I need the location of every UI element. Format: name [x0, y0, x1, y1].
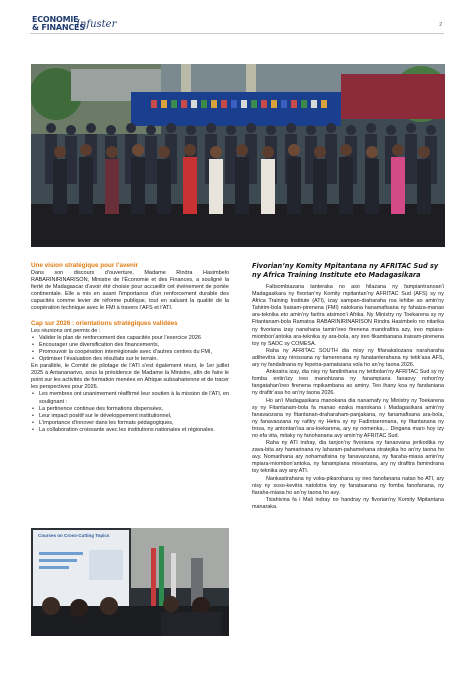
logo-line-2: & FINANCES [32, 23, 85, 32]
list-item: • L’importance d’innover dans les formats pédagogiques, [31, 420, 229, 427]
article-paragraph: Faltsombiazana tanteraka no aso hilazana ny fampiantranoan’i Madagasikara ny fivorian’ny Komity mpitantan’ny AFRITAC Sud (AFS) sy ny Africa Training Institute (ATI), izay sampan-draharaha roa lehibe ao amin’ny Tahirim-bola Iraisam-pirenena (FMI) natokana hanamafisana ny fahaiza-manao ara-teknika eto amin’ny faritra atsimon’i Afrika. Ny Ministry ny Toekarena sy ny Fitantanam-bola Ramatoa RABARINIRINARISON Rindra Hasimbelo no nitarika ny fivoriana izay nanehana tamin’ireo firenena mandrafitra azy, ireo mpiara-miombon’antoka ara-teknika sy ara-bola, ary ireo fikambanana iraisam-pirenena toy ny SADC sy COMESA. [252, 284, 444, 347]
logo-script: Infuster [76, 19, 117, 30]
list-item: • Promouvoir la coopération interrégionale avec d’autres centres du FMI, [31, 349, 229, 356]
logo-line-1: ECONOMIE [32, 15, 79, 24]
page-number: 2 [439, 22, 442, 28]
article-paragraph: Ankoatra izay, dia nisy ny fandinihana ny tetibolan’ny AFRITAC Sud sy ny fomba entin’izy ireo manohizana ny fanampiana fanaovy nohon’ny fangatahan’ireo firenena mpikambana ao aminy. Teo ihany koa ny fandaniana ny drafitr’asa ho an’ny taona 2026. [252, 369, 444, 397]
cap-list [31, 335, 229, 363]
list-item: • Leur impact positif sur le développement institutionnel, [31, 413, 229, 420]
vision-paragraph: Dans son discours d’ouverture, Madame Rindra Hasimbelo RABARINIRINARISON, Ministre de l’Économie et des Finances, a souligné la fierté de Madagascar d’avoir été choisie pour accueillir cet événement de portée continentale. Elle a mis en avant l’importance d’un renforcement durable des capacités comme levier de réforme publique, tout en saluant la qualité de la coopération technique avec le FMI à travers l’AFS et l’ATI. [31, 270, 229, 312]
article-paragraph: Raha ny AFRITAC SOUTH dia misy ny fifanakalozana naraharaha adihevitra izay nirosoana ny famerenana ny fanatanterahana ny tetik’asa AFS, ary ny fandalinana ny fepetra-pamatsiana vola ho an’ny taona 2026. [252, 347, 444, 369]
list-item: • Les membres ont unanimement réaffirmé leur soutien à la mission de l’ATI, en soulignant : [31, 391, 229, 405]
members-list [31, 391, 229, 405]
cap-intro: Les réunions ont permis de : [31, 327, 101, 334]
list-item: • Encourager une diversification des financements, [31, 342, 229, 349]
screen-title: Courses on Cross-Cutting Topics [38, 533, 110, 538]
conference-photo [31, 528, 229, 636]
cap-title: Cap sur 2026 : orientations stratégiques validées [31, 319, 178, 327]
support-list [31, 406, 229, 434]
article-paragraph: Tsiahivina fa i Mali indray no handray ny fivorian’ny Komity Mpitantana manaraka. [252, 496, 444, 510]
article-paragraph: Nankasitrahana ny voka-pikarohana sy ireo fanofanana natao ho ATI, ary nisy ny soso-kevitra natolotra toy ny fanatsarana ny fomba fanofanana, ny fiaraha-miasa ho an’ny taona ho avy. [252, 475, 444, 496]
group-photo [31, 64, 445, 247]
article-title: Fivorian’ny Komity Mpitantana ny AFRITAC Sud sy ny Africa Training Institute eto Madagasikara [252, 262, 439, 279]
list-item: • Optimiser l’évaluation des résultats sur le terrain. [31, 356, 229, 363]
vision-title: Une vision stratégique pour l’avenir [31, 262, 139, 269]
parallel-paragraph: En parallèle, le Comité de pilotage de l’ATI s’est également réuni, le 1er juillet 2025 à Antananarivo, sous la présidence de Madame la Ministre, afin de faire le point sur les activités de formation menées en Afrique subsaharienne et de tracer les perspectives pour 2026. [31, 363, 229, 391]
list-item: • Valider le plan de renforcement des capacités pour l’exercice 2026 [31, 335, 229, 342]
left-column [31, 262, 229, 434]
page-header [30, 14, 444, 34]
list-item: • La pertinence continue des formations dispensées, [31, 406, 229, 413]
article-paragraph: Ho an’i Madagasikara manokana dia nanamafy ny Ministry ny Toekarena sy ny Fitantanam-bola fa manao ezaka manokana i Madagasikara amin’ny fanavaozana ny fitantanan-draharaham-panjakana, ny fanamafisana ara-bola, ny fanavaozana ny rafitry ny Hetra sy ny Fadintserenana, ny fitantanana ny trosa, ny antontan’isa ara-toekarena, ary ny nomenka,... Dingana maro hoy izy no efa vita, mitaky ny fanohanana avy amin’ny AFRITAC Sud. [252, 397, 444, 439]
header-rule [30, 33, 444, 34]
article-paragraph: Raha ny ATI indray, dia tanjon’ny fivoriana ny fanaovana jerikodika ny zava-bita ary hamarinana ny laharam-pahamehana stratejika ho an’ny taona ho avy. Nomarihana ary nohamafisina ny fanavaozana, ny fiaraha-miasa amin’ny mpiara-miombon’antoka, ny fanampiana mivantana, ary ny drafitra famindrana tsy teknika avy any ATI. [252, 440, 444, 475]
list-item: • La collaboration croissante avec les institutions nationales et régionales. [31, 427, 229, 434]
right-column [252, 262, 444, 511]
